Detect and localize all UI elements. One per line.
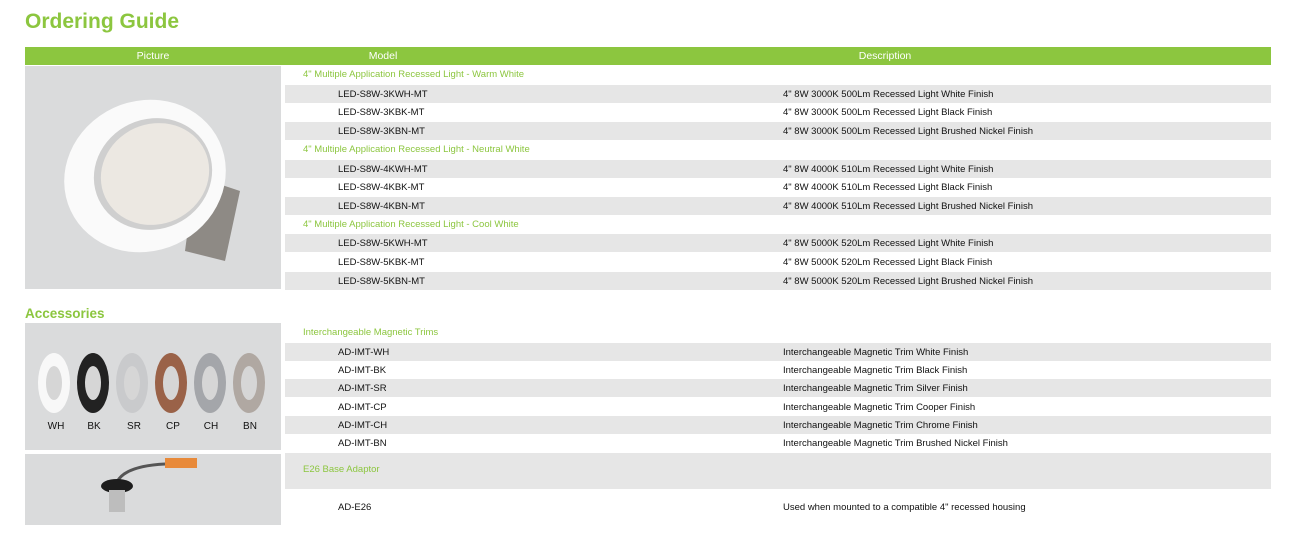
table-row: [285, 85, 1271, 103]
model-cell: AD-E26: [338, 502, 372, 513]
model-cell: LED-S8W-5KBK-MT: [338, 257, 425, 268]
description-cell: 4" 8W 3000K 500Lm Recessed Light Brushed Nickel Finish: [783, 126, 1033, 137]
model-cell: LED-S8W-4KBN-MT: [338, 201, 425, 212]
finish-code: BN: [243, 421, 257, 432]
model-cell: AD-IMT-BK: [338, 365, 387, 377]
description-cell: 4" 8W 4000K 510Lm Recessed Light Brushed Nickel Finish: [783, 201, 1033, 212]
trim-white-ring: [38, 353, 70, 413]
description-cell: Interchangeable Magnetic Trim Cooper Finish: [783, 401, 976, 413]
table-row: [285, 160, 1271, 178]
table-row: [285, 253, 1271, 271]
description-cell: 4" 8W 3000K 500Lm Recessed Light White Finish: [783, 89, 994, 100]
magnetic-trims-image: [25, 323, 281, 450]
group-subheader: 4" Multiple Application Recessed Light - Neutral White: [303, 143, 530, 155]
group-subheader: 4" Multiple Application Recessed Light - Warm White: [303, 69, 525, 80]
header-description: Description: [858, 50, 912, 62]
table-row: [285, 234, 1271, 252]
description-cell: Used when mounted to a compatible 4" recessed housing: [783, 502, 1026, 513]
finish-code: CH: [203, 421, 219, 432]
accessories-title: Accessories: [25, 306, 105, 321]
trim-silver-ring: [116, 353, 148, 413]
description-cell: Interchangeable Magnetic Trim Brushed Nickel Finish: [783, 438, 1008, 449]
recessed-light-image: [25, 66, 281, 289]
model-cell: LED-S8W-4KWH-MT: [338, 164, 428, 175]
model-cell: LED-S8W-3KBN-MT: [338, 126, 425, 137]
e26-adaptor-image: [25, 454, 281, 525]
description-cell: 4" 8W 4000K 510Lm Recessed Light White Finish: [783, 164, 994, 175]
table-row: [285, 398, 1271, 416]
table-row: [285, 361, 1271, 379]
model-cell: LED-S8W-4KBK-MT: [338, 182, 425, 193]
table-row: [285, 434, 1271, 452]
table-row: [285, 122, 1271, 140]
table-row: [285, 343, 1271, 361]
table-row: [285, 178, 1271, 196]
description-cell: 4" 8W 5000K 520Lm Recessed Light White Finish: [783, 238, 994, 249]
description-cell: 4" 8W 5000K 520Lm Recessed Light Brushed Nickel Finish: [783, 276, 1033, 287]
description-cell: Interchangeable Magnetic Trim Black Finish: [783, 365, 968, 377]
model-cell: AD-IMT-CP: [338, 401, 387, 413]
model-cell: LED-S8W-5KWH-MT: [338, 238, 428, 249]
table-row: [285, 197, 1271, 215]
table-row: [285, 416, 1271, 434]
header-picture: Picture: [136, 50, 170, 62]
finish-code: WH: [47, 421, 65, 432]
e26-adaptor-picture: [25, 454, 281, 525]
model-cell: LED-S8W-3KBK-MT: [338, 107, 425, 118]
finish-code: SR: [127, 421, 141, 432]
trim-black-ring: [77, 353, 109, 413]
trims-subheader: Interchangeable Magnetic Trims: [303, 327, 439, 338]
model-cell: AD-IMT-SR: [338, 383, 387, 395]
trim-nickel-ring: [233, 353, 265, 413]
description-cell: 4" 8W 5000K 520Lm Recessed Light Black Finish: [783, 257, 993, 268]
table-row: [285, 498, 1271, 516]
trim-copper-ring: [155, 353, 187, 413]
description-cell: Interchangeable Magnetic Trim Silver Finish: [783, 383, 968, 395]
model-cell: AD-IMT-WH: [338, 347, 390, 358]
description-cell: 4" 8W 3000K 500Lm Recessed Light Black Finish: [783, 107, 993, 118]
finish-code: BK: [87, 421, 101, 432]
table-row: [285, 272, 1271, 290]
table-header: [25, 47, 1271, 65]
table-row: [285, 379, 1271, 397]
model-cell: LED-S8W-5KBN-MT: [338, 276, 425, 287]
header-model: Model: [368, 50, 398, 62]
page-title: Ordering Guide: [25, 10, 180, 33]
description-cell: Interchangeable Magnetic Trim Chrome Finish: [783, 419, 978, 431]
model-cell: AD-IMT-BN: [338, 438, 387, 449]
description-cell: 4" 8W 4000K 510Lm Recessed Light Black Finish: [783, 182, 993, 193]
trim-chrome-ring: [194, 353, 226, 413]
group-subheader: 4" Multiple Application Recessed Light - Cool White: [303, 218, 519, 230]
recessed-light-picture: [25, 66, 281, 289]
adaptor-subheader: E26 Base Adaptor: [303, 464, 380, 475]
description-cell: Interchangeable Magnetic Trim White Finish: [783, 347, 969, 358]
model-cell: AD-IMT-CH: [338, 419, 388, 431]
adaptor-subheader-band: [285, 453, 1271, 489]
model-cell: LED-S8W-3KWH-MT: [338, 89, 428, 100]
finish-code: CP: [166, 421, 180, 432]
table-row: [285, 103, 1271, 121]
